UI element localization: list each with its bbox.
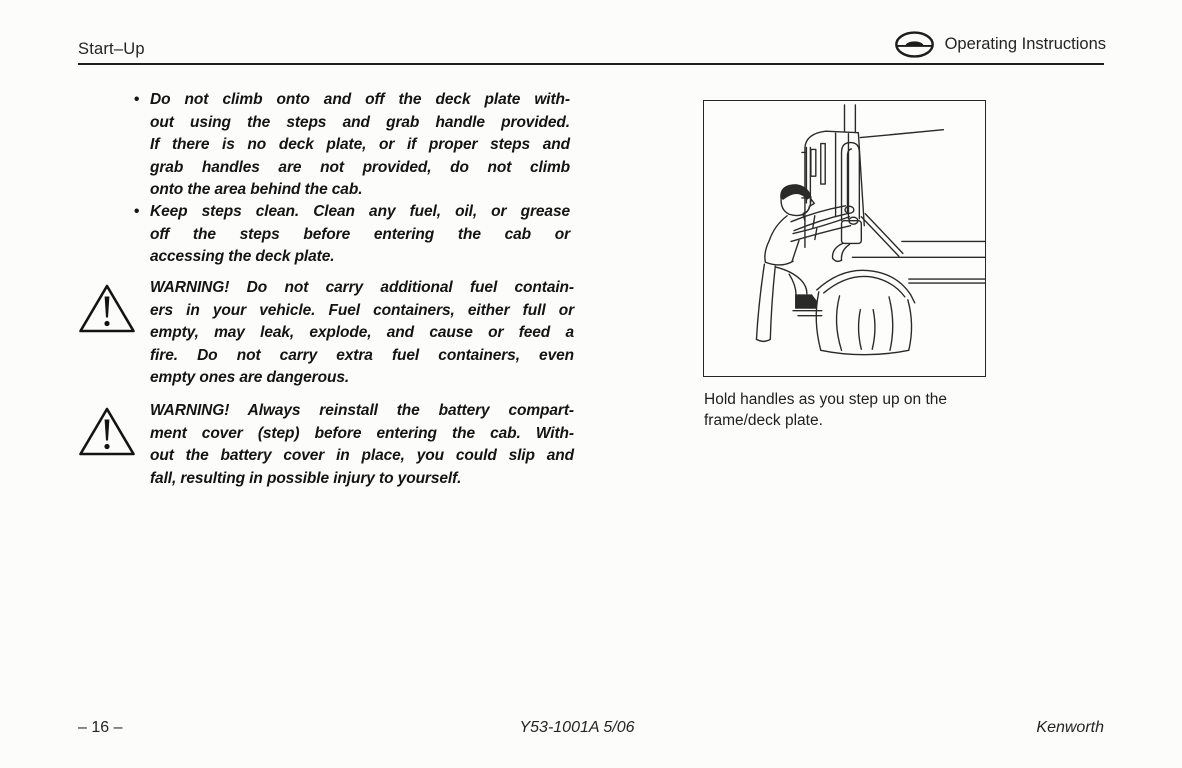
steering-wheel-icon <box>894 30 935 59</box>
bullet-marker: • <box>134 91 140 108</box>
bullet-marker: • <box>134 203 140 220</box>
text-line: ment cover (step) before entering the cab. With- <box>150 424 574 442</box>
footer-brand: Kenworth <box>1036 719 1104 736</box>
text-line: If there is no deck plate, or if proper steps and <box>150 136 570 153</box>
header-right <box>894 30 1106 59</box>
text-line: accessing the deck plate. <box>150 248 335 265</box>
bullet-item-keep-steps-clean <box>150 201 570 269</box>
text-line: empty, may leak, explode, and cause or feed a <box>150 324 574 341</box>
text-line: WARNING! Always reinstall the battery compart- <box>150 402 574 419</box>
figure-caption: Hold handles as you step up on the frame/deck plate. <box>704 391 948 429</box>
figure-frame <box>703 100 986 377</box>
text-line: out using the steps and grab handle provided. <box>150 113 570 131</box>
text-line: fire. Do not carry extra fuel containers, even <box>150 346 574 364</box>
text-line: grab handles are not provided, do not climb <box>150 158 570 176</box>
header-manual-title: Operating Instructions <box>944 35 1106 53</box>
bullet-item-deck-plate <box>150 89 570 202</box>
text-line: empty ones are dangerous. <box>150 369 350 386</box>
text-line: off the steps before entering the cab or <box>150 225 570 243</box>
header-rule <box>78 63 1104 65</box>
warning-fuel-containers <box>150 277 574 390</box>
footer-page-number: – 16 – <box>78 719 123 736</box>
text-line: fall, resulting in possible injury to yourself. <box>150 469 462 487</box>
warning-triangle-icon <box>77 282 137 335</box>
warning-battery-cover <box>150 400 574 490</box>
header-section-title: Start–Up <box>78 40 145 58</box>
text-line: out the battery cover in place, you could slip and <box>150 447 574 464</box>
text-line: Keep steps clean. Clean any fuel, oil, or grease <box>150 203 570 220</box>
footer-document-code: Y53-1001A 5/06 <box>519 719 635 736</box>
text-line: Do not climb onto and off the deck plate with- <box>150 91 570 108</box>
text-line: ers in your vehicle. Fuel containers, either full or <box>150 301 574 319</box>
text-line: onto the area behind the cab. <box>150 181 363 198</box>
warning-triangle-icon <box>77 405 137 458</box>
figure-illustration-climbing <box>704 101 985 376</box>
text-line: WARNING! Do not carry additional fuel contain- <box>150 279 574 296</box>
